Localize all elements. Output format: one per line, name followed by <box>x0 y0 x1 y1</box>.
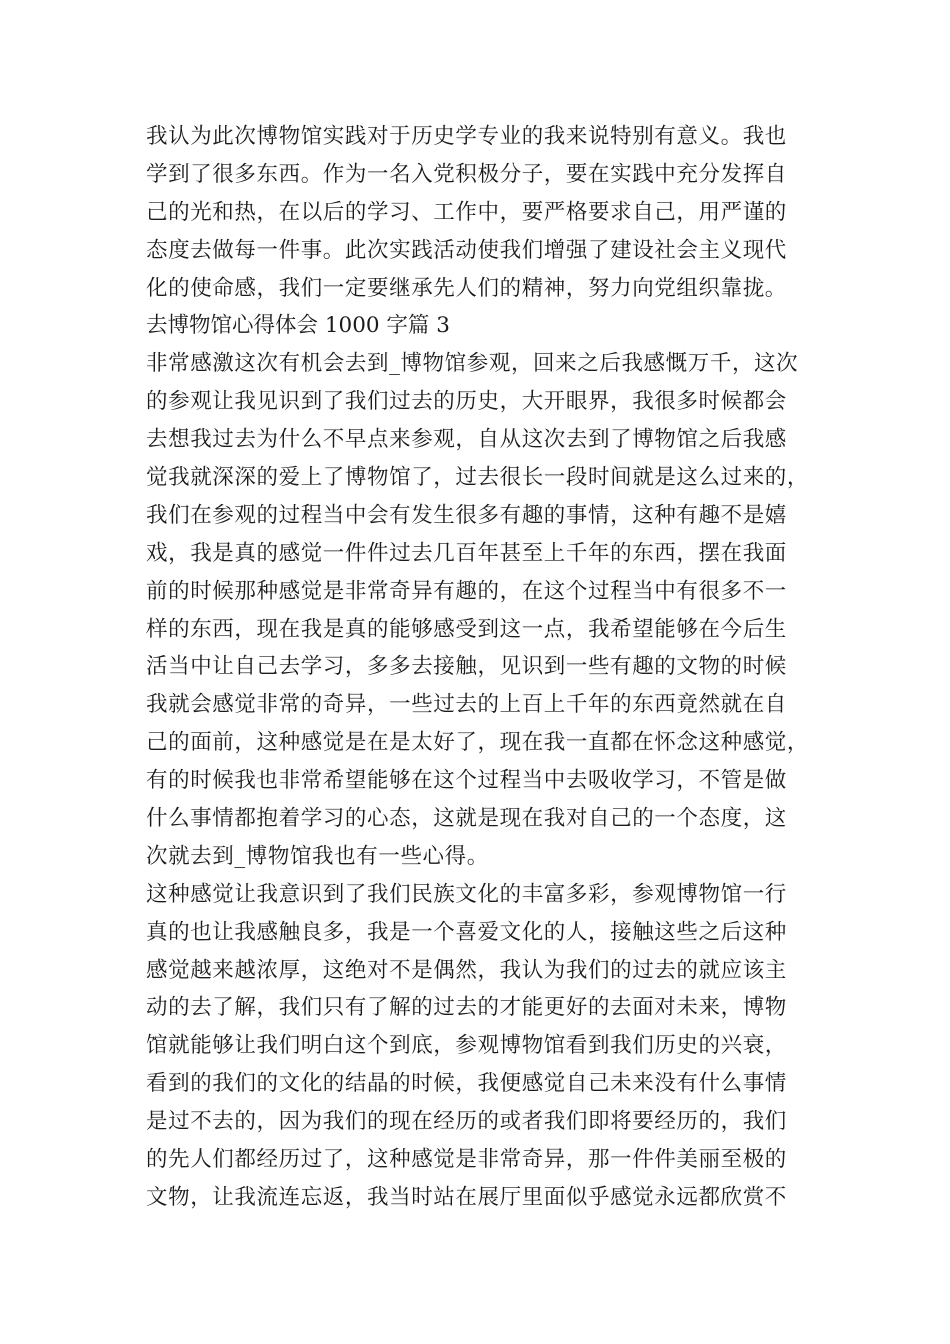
text-line: 去想我过去为什么不早点来参观，自从这次去到了博物馆之后我感 <box>146 427 787 453</box>
text-line: 真的也让我感触良多，我是一个喜爱文化的人，接触这些之后这种 <box>146 919 787 945</box>
text-line: 馆就能够让我们明白这个到底，参观博物馆看到我们历史的兴衰， <box>146 1033 787 1059</box>
text-line: 活当中让自己去学习，多多去接触，见识到一些有趣的文物的时候 <box>146 654 787 680</box>
text-line: 学到了很多东西。作为一名入党积极分子，要在实践中充分发挥自 <box>146 161 787 187</box>
text-line: 戏，我是真的感觉一件件过去几百年甚至上千年的东西，摆在我面 <box>146 540 787 566</box>
text-line: 感觉越来越浓厚，这绝对不是偶然，我认为我们的过去的就应该主 <box>146 957 787 983</box>
text-line: 看到的我们的文化的结晶的时候，我便感觉自己未来没有什么事情 <box>146 1071 787 1097</box>
text-line: 动的去了解，我们只有了解的过去的才能更好的去面对未来，博物 <box>146 995 787 1021</box>
text-line: 的先人们都经历过了，这种感觉是非常奇异，那一件件美丽至极的 <box>146 1147 787 1173</box>
document-body <box>146 118 826 1217</box>
text-line: 觉我就深深的爱上了博物馆了，过去很长一段时间就是这么过来的， <box>146 465 810 491</box>
section-heading: 去博物馆心得体会 1000 字篇 3 <box>146 313 450 339</box>
text-line: 有的时候我也非常希望能够在这个过程当中去吸收学习，不管是做 <box>146 768 787 794</box>
text-line: 的参观让我见识到了我们过去的历史，大开眼界，我很多时候都会 <box>146 389 787 415</box>
paragraph-1 <box>146 118 826 307</box>
text-line: 前的时候那种感觉是非常奇异有趣的，在这个过程当中有很多不一 <box>146 578 787 604</box>
text-line: 我们在参观的过程当中会有发生很多有趣的事情，这种有趣不是嬉 <box>146 502 787 528</box>
paragraph-3 <box>146 876 826 1217</box>
text-line: 非常感激这次有机会去到_博物馆参观，回来之后我感慨万千，这次 <box>146 351 799 377</box>
text-line: 态度去做每一件事。此次实践活动使我们增强了建设社会主义现代 <box>146 237 787 263</box>
text-line: 这种感觉让我意识到了我们民族文化的丰富多彩，参观博物馆一行 <box>146 881 787 907</box>
text-line: 是过不去的，因为我们的现在经历的或者我们即将要经历的，我们 <box>146 1109 787 1135</box>
text-line: 己的光和热，在以后的学习、工作中，要严格要求自己，用严谨的 <box>146 199 787 225</box>
text-line: 己的面前，这种感觉是在是太好了，现在我一直都在怀念这种感觉， <box>146 730 810 756</box>
text-line: 文物，让我流连忘返，我当时站在展厅里面似乎感觉永远都欣赏不 <box>146 1184 787 1210</box>
text-line: 样的东西，现在我是真的能够感受到这一点，我希望能够在今后生 <box>146 616 787 642</box>
text-line: 化的使命感，我们一定要继承先人们的精神，努力向党组织靠拢。 <box>146 275 787 301</box>
text-line: 什么事情都抱着学习的心态，这就是现在我对自己的一个态度，这 <box>146 806 787 832</box>
text-line: 次就去到_博物馆我也有一些心得。 <box>146 843 489 869</box>
text-line: 我就会感觉非常的奇异，一些过去的上百上千年的东西竟然就在自 <box>146 692 787 718</box>
text-line: 我认为此次博物馆实践对于历史学专业的我来说特别有意义。我也 <box>146 124 787 149</box>
paragraph-2 <box>146 345 826 875</box>
